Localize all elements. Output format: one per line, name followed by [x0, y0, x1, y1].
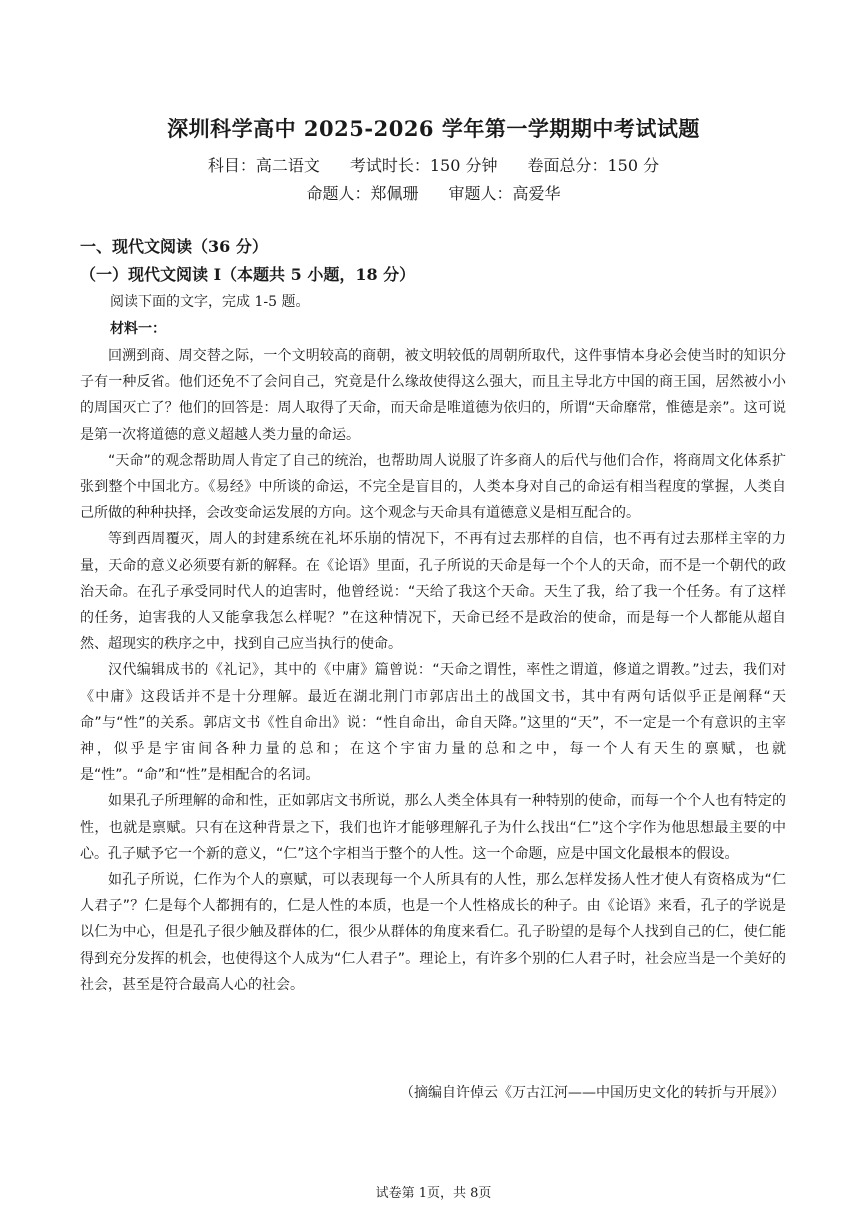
material-label: 材料一： — [110, 321, 166, 337]
source-citation: （摘编自许倬云《万古江河——中国历史文化的转折与开展》） — [400, 1085, 785, 1101]
paragraph: 如孔子所说，仁作为个人的禀赋，可以表现每一个人所具有的人性，那么怎样发扬人性才使人有资格成为“仁人君子”？仁是每个人都拥有的，仁是人性的本质，也是一个人性格成长的种子。由《论语》来看，孔子的学说是以仁为中心，但是孔子很少触及群体的仁，很少从群体的角度来看仁。孔子盼望的是每个人找到自己的仁，使仁能得到充分发挥的机会，也使得这个人成为“仁人君子”。理论上，有许多个别的仁人君子时，社会应当是一个美好的社会，甚至是符合最高人心的社会。 — [80, 872, 786, 993]
subsection-heading: （一）现代文阅读 Ⅰ（本题共 5 小题，18 分） — [80, 265, 416, 284]
paragraph: “天命”的观念帮助周人肯定了自己的统治，也帮助周人说服了许多商人的后代与他们合作，将商周文化体系扩张到整个中国北方。《易经》中所谈的命运，不完全是盲目的，人类本身对自己的命运有相当程度的掌握，人类自己所做的种种抉择，会改变命运发展的方向。这个观念与天命具有道德意义是相互配合的。 — [80, 452, 786, 522]
paragraph: 汉代编辑成书的《礼记》，其中的《中庸》篇曾说：“天命之谓性，率性之谓道，修道之谓教。”过去，我们对《中庸》这段话并不是十分理解。最近在湖北荆门市郭店出土的战国文书，其中有两句话似乎正是阐释“天命”与“性”的关系。郭店文书《性自命出》说：“性自命出，命自天降。”这里的“天”，不一定是一个有意识的主宰神，似乎是宇宙间各种力量的总和；在这个宇宙力量的总和之中，每一个人有天生的禀赋，也就是“性”。“命”和“性”是相配合的名词。 — [80, 662, 786, 784]
paragraph: 等到西周覆灭，周人的封建系统在礼坏乐崩的情况下，不再有过去那样的自信，也不再有过去那样主宰的力量，天命的意义必须要有新的解释。在《论语》里面，孔子所说的天命是每一个个人的天命，而不是一个朝代的政治天命。在孔子承受同时代人的迫害时，他曾经说：“天给了我这个天命。天生了我，给了我一个任务。有了这样的任务，迫害我的人又能拿我怎么样呢？”在这种情况下，天命已经不是政治的使命，而是每一个人都能从超自然、超现实的秩序之中，找到自己应当执行的使命。 — [80, 531, 786, 653]
paragraph: 回溯到商、周交替之际，一个文明较高的商朝，被文明较低的周朝所取代，这件事情本身必会使当时的知识分子有一种反省。他们还免不了会问自己，究竟是什么缘故使得这么强大，而且主导北方中国的商王国，居然被小小的周国灭亡了？他们的回答是：周人取得了天命，而天命是唯道德为依归的，所谓“天命靡常，惟德是亲”。这可说是第一次将道德的意义超越人类力量的命运。 — [80, 348, 786, 443]
subject-label: 科目：高二语文 — [207, 156, 320, 175]
page-footer: 试卷第 1页，共 8页 — [375, 1186, 492, 1201]
paragraph: 如果孔子所理解的命和性，正如郭店文书所说，那么人类全体具有一种特别的使命，而每一个个人也有特定的性，也就是禀赋。只有在这种背景之下，我们也许才能够理解孔子为什么找出“仁”这个字作为他思想最主要的中心。孔子赋予它一个新的意义，“仁”这个字相当于整个的人性。这一个命题，应是中国文化最根本的假设。 — [80, 793, 786, 862]
author-label: 命题人：郑佩珊 — [306, 184, 419, 203]
reading-instruction: 阅读下面的文字，完成 1-5 题。 — [110, 294, 310, 310]
reviewer-label: 审题人：高爱华 — [448, 184, 561, 203]
exam-title: 深圳科学高中 2025-2026 学年第一学期期中考试试题 — [167, 116, 700, 141]
exam-info-line — [0, 153, 867, 176]
authors-line — [0, 181, 867, 204]
duration-label: 考试时长：150 分钟 — [349, 156, 498, 175]
total-score-label: 卷面总分：150 分 — [527, 156, 660, 175]
material-text — [80, 343, 786, 998]
section-heading: 一、现代文阅读（36 分） — [80, 237, 268, 256]
